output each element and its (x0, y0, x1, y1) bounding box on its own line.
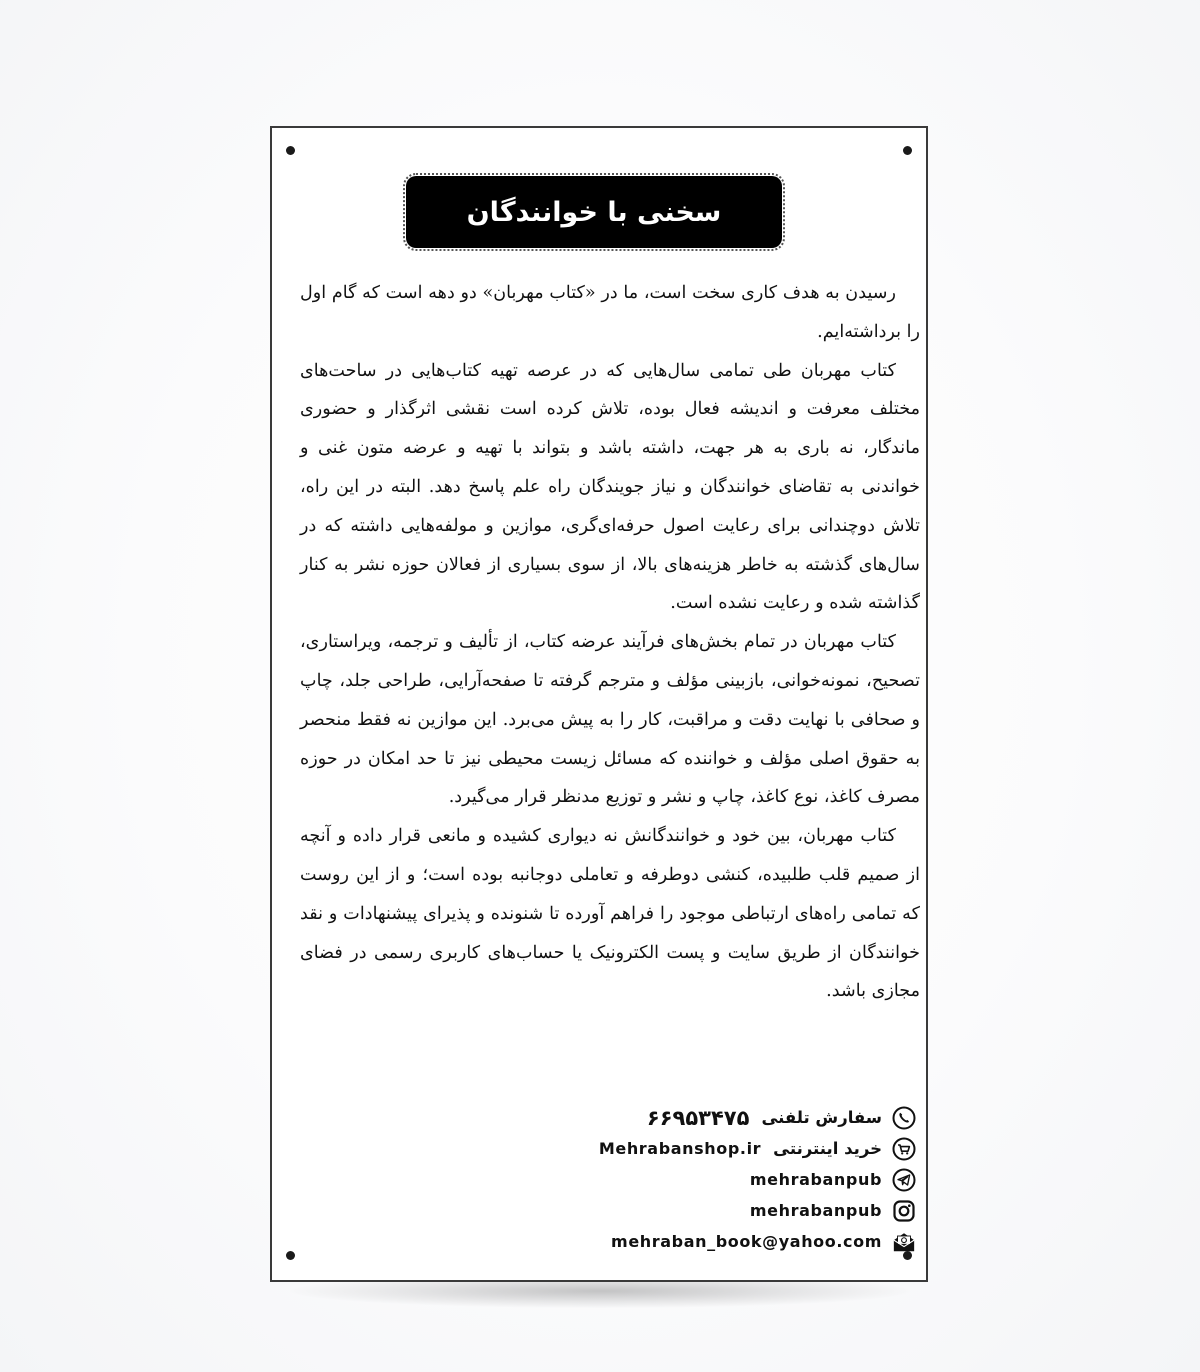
telegram-icon (892, 1168, 916, 1192)
title-banner (406, 176, 782, 248)
instagram-handle[interactable]: mehrabanpub (749, 1201, 882, 1220)
contact-email[interactable] (572, 1226, 916, 1257)
body-text (300, 274, 920, 1011)
pin-dot (286, 1251, 295, 1260)
shop-website-link[interactable]: Mehrabanshop.ir (598, 1139, 762, 1158)
paragraph: کتاب مهربان، بین خود و خوانندگانش نه دیواری کشیده و مانعی قرار داده و آنچه از صمیم قلب طلبیده، کنشی دوطرفه و تعاملی دوجانبه بوده است؛ و از این روست که تمامی راه‌های ارتباطی موجود را فراهم آورده تا شنونده و پذیرای پیشنهادات و نقد خوانندگان از طریق سایت و پست الکترونیک یا حساب‌های کاربری رسمی در فضای مجازی باشد. (300, 826, 920, 1002)
phone-icon (892, 1106, 916, 1130)
page-title: سخنی با خوانندگان (466, 196, 722, 228)
telegram-handle[interactable]: mehrabanpub (749, 1170, 882, 1189)
pin-dot (903, 146, 912, 155)
book-page-card (270, 126, 928, 1282)
email-address[interactable]: mehraban_book@yahoo.com (611, 1232, 882, 1251)
pin-dot (286, 146, 295, 155)
phone-order-label: سفارش تلفنی (761, 1108, 882, 1127)
phone-number[interactable]: ۶۶۹۵۳۴۷۵ (646, 1105, 750, 1130)
instagram-icon (892, 1199, 916, 1223)
contact-list (572, 1102, 916, 1257)
contact-instagram[interactable] (572, 1195, 916, 1226)
cart-icon (892, 1137, 916, 1161)
paragraph: کتاب مهربان طی تمامی سال‌هایی که در عرصه تهیه کتاب‌هایی در ساحت‌های مختلف معرفت و اندیشه فعال بوده، تلاش کرده است نقشی اثرگذار و حضوری ماندگار، نه باری به هر جهت، داشته باشد و بتواند با تهیه و عرضه متون غنی و خواندنی به تقاضای خوانندگان و نیاز جویندگان راه علم پاسخ دهد. البته در این راه، تلاش دوچندانی برای رعایت اصول حرفه‌ای‌گری، موازین و مولفه‌هایی داشته که در سال‌های گذشته به خاطر هزینه‌های بالا، از سوی بسیاری از فعالان حوزه نشر به کنار گذاشته شده و رعایت نشده است. (300, 360, 920, 614)
online-shop-label: خرید اینترنتی (773, 1139, 882, 1158)
contact-shop[interactable] (572, 1133, 916, 1164)
paragraph: کتاب مهربان در تمام بخش‌های فرآیند عرضه کتاب، از تألیف و ترجمه، ویراستاری، تصحیح، نمونه‌خوانی، بازبینی مؤلف و مترجم گرفته تا صفحه‌آرایی، طراحی جلد، چاپ و صحافی با نهایت دقت و مراقبت، کار را به پیش می‌برد. این موازین نه فقط منحصر به حقوق اصلی مؤلف و خواننده که مسائل زیست محیطی نیز تا حد امکان در حوزه مصرف کاغذ، نوع کاغذ، چاپ و نشر و توزیع مدنظر قرار می‌گیرد. (300, 632, 920, 808)
email-icon (892, 1230, 916, 1254)
contact-telegram[interactable] (572, 1164, 916, 1195)
paragraph: رسیدن به هدف کاری سخت است، ما در «کتاب مهربان» دو دهه است که گام اول را برداشته‌ایم. (300, 283, 920, 342)
contact-phone[interactable] (572, 1102, 916, 1133)
